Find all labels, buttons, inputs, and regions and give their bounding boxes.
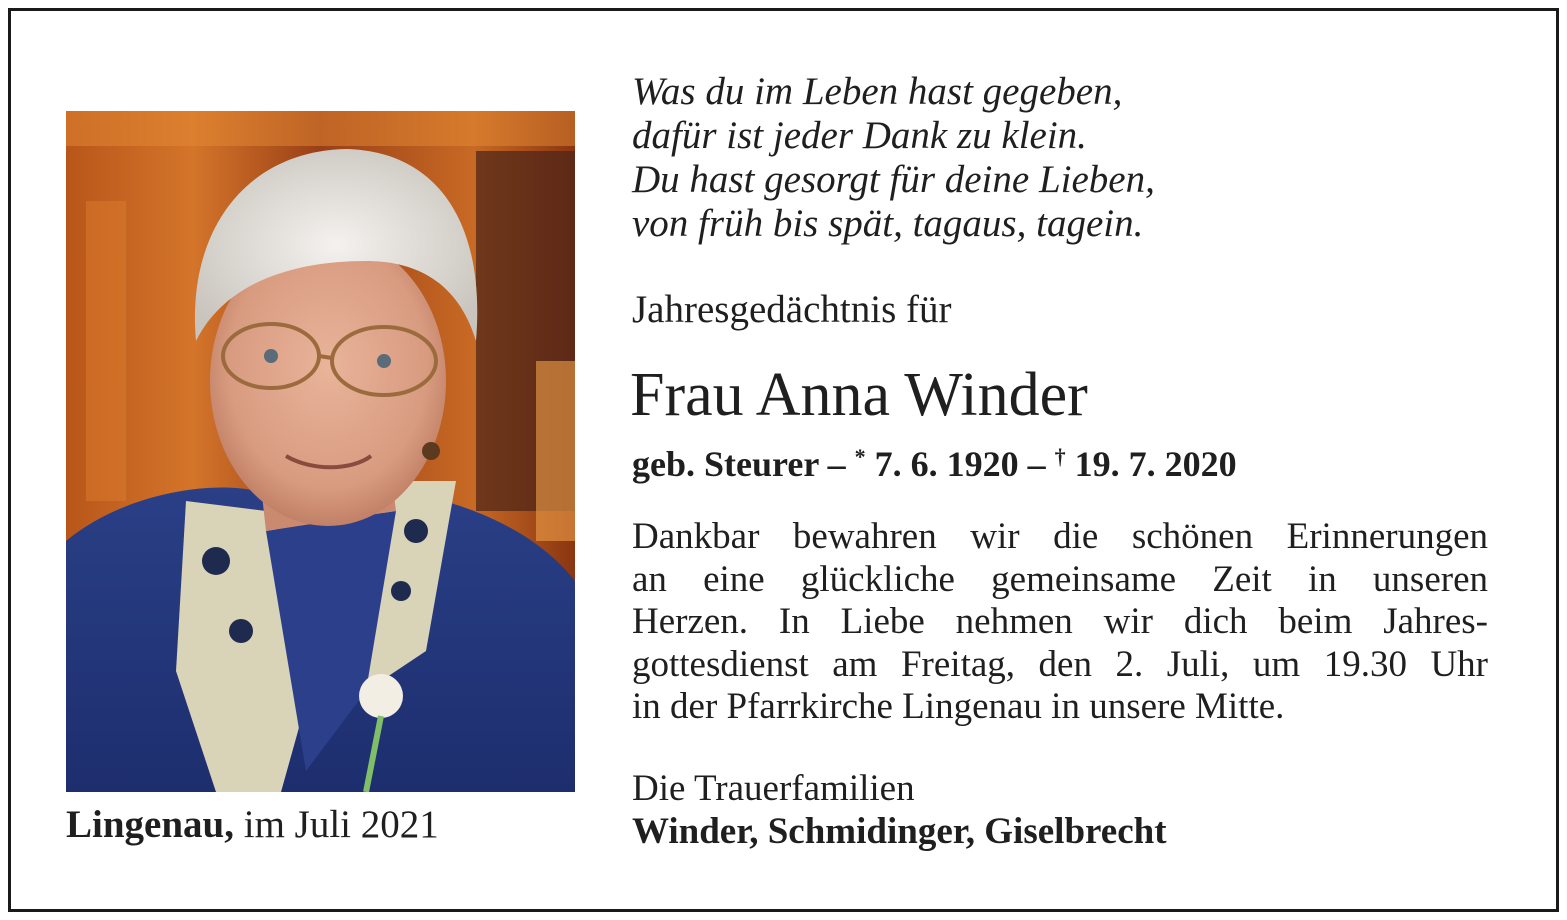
poem-line: dafür ist jeder Dank zu klein. (632, 114, 1087, 157)
family-names: Winder, Schmidinger, Giselbrecht (632, 811, 1167, 852)
memorial-heading: Jahresgedächtnis für (632, 288, 952, 331)
place-name: Lingenau, (66, 803, 234, 846)
deceased-name: Frau Anna Winder (630, 361, 1088, 429)
poem (632, 70, 1155, 246)
poem-line: von früh bis spät, tagaus, tagein. (632, 202, 1144, 245)
poem-line: Du hast gesorgt für deine Lieben, (632, 158, 1155, 201)
text-line: an eine glückliche gemeinsame Zeit in unseren (632, 558, 1488, 600)
text-line: gottesdienst am Freitag, den 2. Juli, um 19.30 Uhr (632, 643, 1488, 685)
death-mark: † (1054, 444, 1066, 469)
life-dates (632, 435, 1237, 486)
signature (632, 767, 1167, 853)
signature-label: Die Trauerfamilien (632, 768, 915, 809)
memorial-text (632, 516, 1488, 729)
text-line: in der Pfarrkirche Lingenau in unsere Mitte. (632, 686, 1285, 727)
text-line: Herzen. In Liebe nehmen wir dich beim Jahres- (632, 601, 1488, 642)
birth-date: 7. 6. 1920 – (865, 444, 1055, 484)
birth-mark: * (854, 444, 866, 469)
poem-line: Was du im Leben hast gegeben, (632, 70, 1123, 113)
portrait-photo (66, 111, 575, 792)
text-line: Dankbar bewahren wir die schönen Erinnerungen (632, 516, 1488, 557)
caption-date: im Juli 2021 (243, 803, 439, 846)
death-date: 19. 7. 2020 (1065, 444, 1237, 484)
place-date-caption (66, 803, 439, 847)
maiden-name: geb. Steurer – (632, 444, 855, 484)
